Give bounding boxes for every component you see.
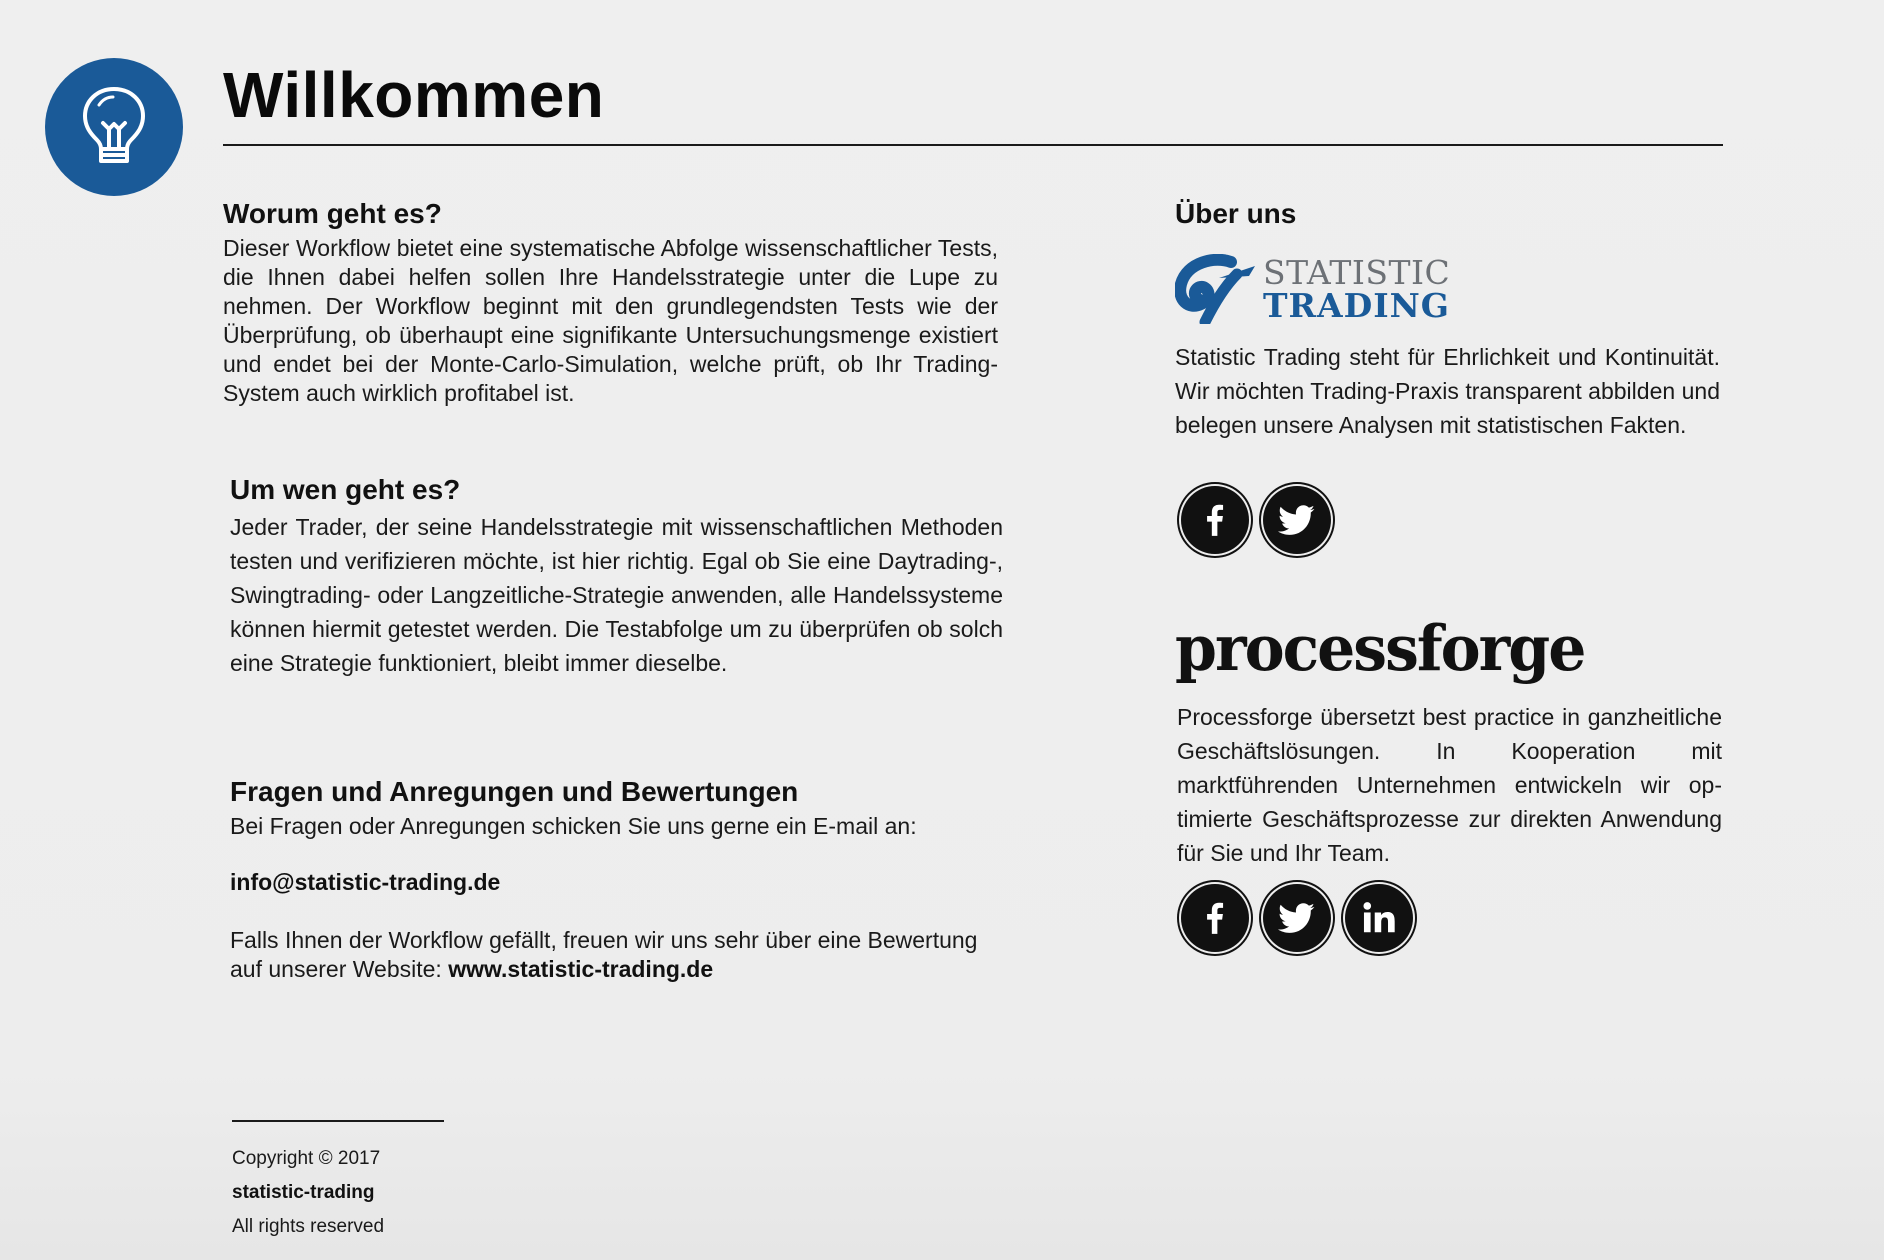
rating-text bbox=[230, 926, 1003, 984]
twitter-button[interactable] bbox=[1263, 884, 1331, 952]
statistic-trading-text: Statistic Trading steht für Ehrlichkeit und Kontinuität. Wir möchten Trading-Praxis transparent abbilden und belegen unsere Analysen mit statistischen Fakten. bbox=[1175, 344, 1720, 438]
footer bbox=[232, 1120, 532, 1244]
facebook-button[interactable] bbox=[1181, 486, 1249, 554]
audience-text: Jeder Trader, der seine Handelsstrategie mit wissenschaftlichen Methoden testen und verifizieren möchte, ist hier richtig. Egal ob Sie eine Daytrading-, Swingtrading- oder Langzeitliche-Strategie anwenden, alle Handelssysteme können hiermit getestet werden. Die Testabfolge um zu überprüfen ob solch eine Strategie funktioniert, bleibt immer dieselbe. bbox=[230, 514, 1003, 676]
copyright-text: Copyright © 2017 bbox=[232, 1148, 381, 1169]
footer-company: statistic-trading bbox=[232, 1182, 375, 1203]
logo-line-trading: TRADING bbox=[1263, 286, 1450, 325]
linkedin-button[interactable] bbox=[1345, 884, 1413, 952]
feedback-text: Bei Fragen oder Anregungen schicken Sie uns gerne ein E-mail an: bbox=[230, 813, 917, 839]
facebook-button[interactable] bbox=[1181, 884, 1249, 952]
audience-heading: Um wen geht es? bbox=[230, 474, 461, 505]
page-title: Willkommen bbox=[223, 59, 605, 131]
about-heading: Über uns bbox=[1175, 198, 1297, 229]
processforge-social bbox=[1177, 880, 1417, 956]
facebook-icon bbox=[1196, 899, 1234, 937]
right-column bbox=[1175, 198, 1725, 866]
footer-divider bbox=[232, 1120, 444, 1122]
website-link[interactable]: www.statistic-trading.de bbox=[448, 956, 714, 982]
twitter-icon bbox=[1278, 501, 1316, 539]
statistic-trading-logo[interactable] bbox=[1175, 254, 1450, 324]
intro-heading: Worum geht es? bbox=[223, 198, 442, 229]
processforge-text: Processforge übersetzt best practice in ganzheitliche Geschäftslösungen. In Kooperation mit marktführenden Unternehmen entwickeln wir optimierte Geschäftsprozesse zur direkten Anwendung für Sie und Ihr Team. bbox=[1177, 704, 1722, 866]
contact-email-link[interactable]: info@statistic-trading.de bbox=[230, 869, 501, 895]
twitter-button[interactable] bbox=[1263, 486, 1331, 554]
feedback-heading: Fragen und Anregungen und Bewertungen bbox=[230, 776, 799, 807]
feedback-section bbox=[230, 776, 1003, 984]
processforge-logo[interactable]: processforge bbox=[1175, 612, 1585, 686]
facebook-icon bbox=[1196, 501, 1234, 539]
intro-section bbox=[223, 198, 998, 408]
statistic-trading-social bbox=[1177, 482, 1335, 558]
linkedin-icon bbox=[1360, 899, 1398, 937]
lightbulb-icon bbox=[79, 85, 149, 169]
intro-text: Dieser Workflow bietet eine systematische Abfolge wissenschaftlicher Tests, die Ihnen dabei helfen sollen Ihre Handelsstrategie unter die Lupe zu nehmen. Der Workflow beginnt mit den grundlegendsten Tests wie der Überprüfung, ob überhaupt eine signifikante Untersuchungsmenge existiert und endet bei der Monte-Carlo-Simulation, welche prüft, ob Ihr Trading-System auch wirklich profitabel ist. bbox=[223, 235, 998, 406]
logo-line-statistic: STATISTIC bbox=[1263, 253, 1451, 292]
twitter-icon bbox=[1278, 899, 1316, 937]
title-divider bbox=[223, 144, 1723, 146]
rating-text-prefix: Falls Ihnen der Workflow gefällt, freuen wir uns sehr über eine Bewertung auf unserer Website: bbox=[230, 927, 978, 982]
audience-section bbox=[230, 474, 1003, 680]
footer-rights: All rights reserved bbox=[232, 1216, 385, 1237]
statistic-trading-logo-icon bbox=[1175, 254, 1257, 324]
statistic-trading-logo-text bbox=[1263, 253, 1451, 325]
lightbulb-badge bbox=[45, 58, 183, 196]
